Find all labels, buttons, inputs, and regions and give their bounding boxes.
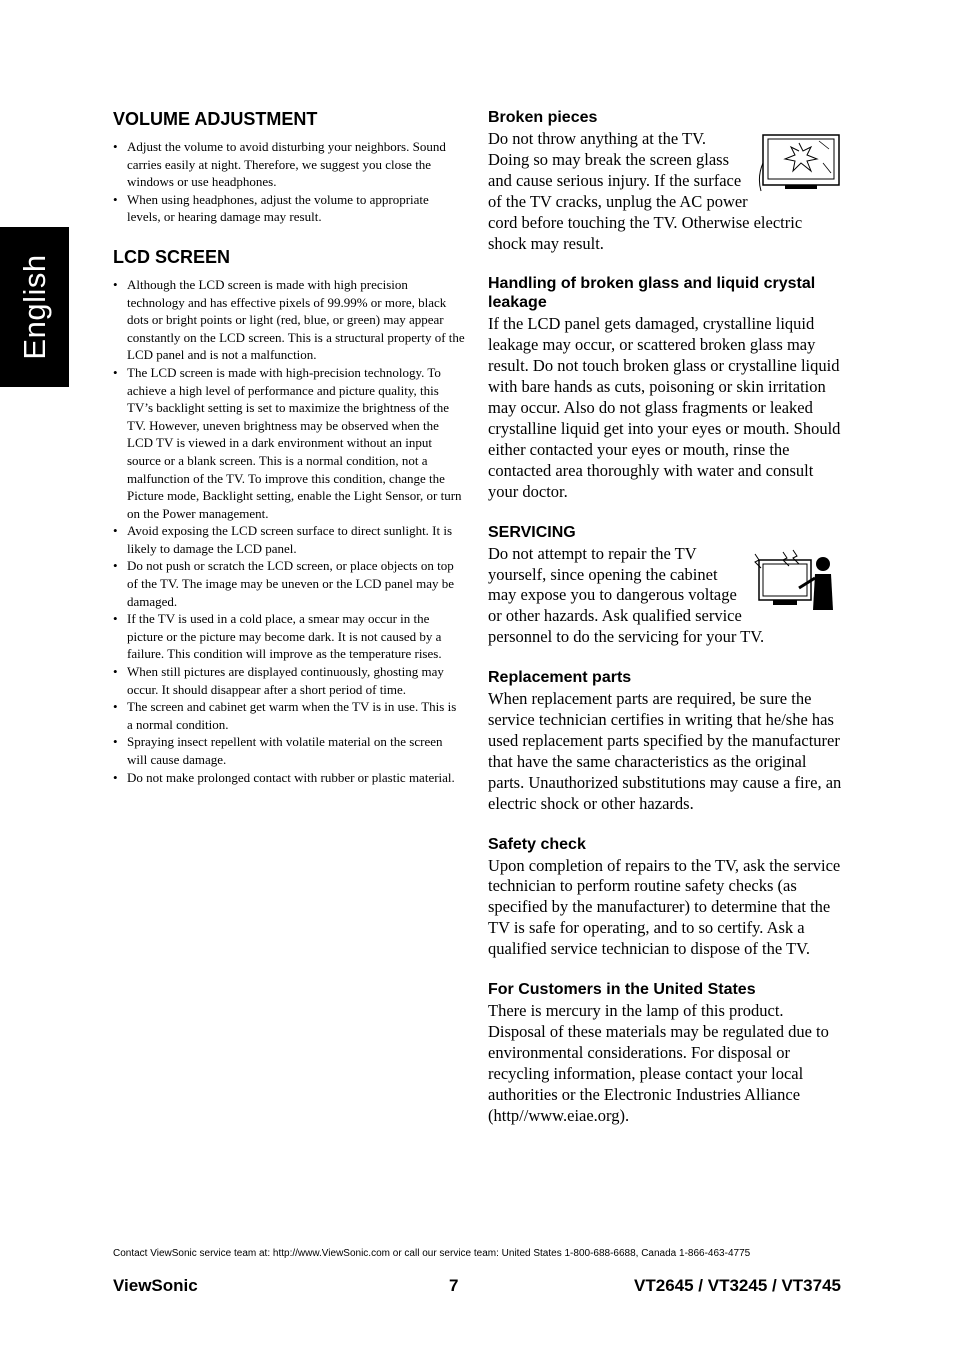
left-column: [113, 108, 465, 806]
lcd-heading: LCD SCREEN: [113, 246, 231, 267]
contact-line: Contact ViewSonic service team at: http://www.ViewSonic.com or call our service team: United States 1-800-688-6688, Canada 1-866-463-4775: [113, 1248, 751, 1259]
us-customers-heading: For Customers in the United States: [488, 981, 756, 999]
list-item: • Adjust the volume to avoid disturbing your neighbors. Sound carries easily at night. Therefore, we suggest you close the windows or use headphones.: [113, 138, 465, 191]
right-column: [488, 108, 843, 1147]
volume-list: [113, 138, 465, 226]
replacement-parts-text: When replacement parts are required, be sure the service technician certifies in writing that he/she has used replacement parts specified by the manufacturer that have the same characteristics as the original parts. Unauthorized substitutions may cause a fire, an electric shock or other hazards.: [488, 689, 842, 813]
list-item: • The screen and cabinet get warm when the TV is in use. This is a normal condition.: [113, 698, 465, 733]
broken-glass-text: If the LCD panel gets damaged, crystalline liquid leakage may occur, or scattered broken glass may result. Do not touch broken glass or crystalline liquid with bare hands as cuts, poisoning or skin irritation may occur. Also do not glass fragments or leaked crystalline liquid get into your eyes or mouth. Should either contacted your eyes or mouth, rinse the contacted area thoroughly with water and consult your doctor.: [488, 314, 841, 501]
list-item: • Although the LCD screen is made with high precision technology and has effective pixels of 99.99% or more, black dots or bright points or light (red, blue, or green) may appear constantly on the LCD screen. This is a structural property of the LCD panel and is not a malfunction.: [113, 276, 465, 364]
list-item: • When still pictures are displayed continuously, ghosting may occur. It should disappear after a short period of time.: [113, 663, 465, 698]
language-label: English: [16, 254, 52, 360]
model-numbers: VT2645 / VT3245 / VT3745: [634, 1276, 841, 1295]
list-item: • Spraying insect repellent with volatile material on the screen will cause damage.: [113, 733, 465, 768]
safety-check-heading: Safety check: [488, 835, 586, 853]
list-item: • The LCD screen is made with high-precision technology. To achieve a high level of performance and picture quality, this TV’s backlight setting is set to maximize the brightness of the TV. However, uneven brightness may be observed when the LCD TV is viewed in a dark environment without an input source or a blank screen. This is a normal condition, not a malfunction of the TV. To improve this condition, change the Picture mode, Backlight setting, enable the Light Sensor, or turn on the Power management.: [113, 364, 465, 522]
volume-heading: VOLUME ADJUSTMENT: [113, 109, 318, 129]
broken-tv-illustration: [757, 133, 841, 195]
servicing-heading: SERVICING: [488, 523, 576, 541]
list-item: • If the TV is used in a cold place, a smear may occur in the picture or the picture may become dark. It is not caused by a failure. This condition will improve as the temperature rises.: [113, 610, 465, 663]
servicing-text: Do not attempt to repair the TV yourself, since opening the cabinet may expose you to dangerous voltage or other hazards. Ask qualified service personnel to do the servicing for your TV.: [488, 543, 765, 647]
list-item: • Do not make prolonged contact with rubber or plastic material.: [113, 769, 465, 787]
list-item: • Avoid exposing the LCD screen surface to direct sunlight. It is likely to damage the LCD panel.: [113, 522, 465, 557]
brand-name: ViewSonic: [113, 1276, 198, 1295]
broken-pieces-heading: Broken pieces: [488, 109, 598, 126]
page-number: 7: [449, 1276, 459, 1295]
us-customers-text: There is mercury in the lamp of this product. Disposal of these materials may be regulated due to environmental considerations. For disposal or recycling information, please contact your local authorities or the Electronic Industries Alliance (http//www.eiae.org).: [488, 1001, 829, 1125]
list-item: • When using headphones, adjust the volume to appropriate levels, or hearing damage may result.: [113, 191, 465, 226]
lcd-list: [113, 276, 465, 786]
safety-check-text: Upon completion of repairs to the TV, ask the service technician to perform routine safety checks (as specified by the manufacturer) to determine that the TV is safe for operating, and to so certify. Ask a qualified service technician to dispose of the TV.: [488, 855, 841, 959]
broken-pieces-text: Do not throw anything at the TV. Doing so may break the screen glass and cause serious injury. If the surface of the TV cracks, unplug the AC power cord before touching the TV. Otherwise electric shock may result.: [488, 129, 803, 253]
servicing-warning-illustration: [753, 548, 841, 614]
replacement-parts-heading: Replacement parts: [488, 669, 632, 687]
language-side-tab: [0, 227, 69, 387]
list-item: • Do not push or scratch the LCD screen, or place objects on top of the TV. The image may be uneven or the LCD panel may be damaged.: [113, 557, 465, 610]
broken-glass-heading: Handling of broken glass and liquid crystal leakage: [488, 275, 816, 312]
